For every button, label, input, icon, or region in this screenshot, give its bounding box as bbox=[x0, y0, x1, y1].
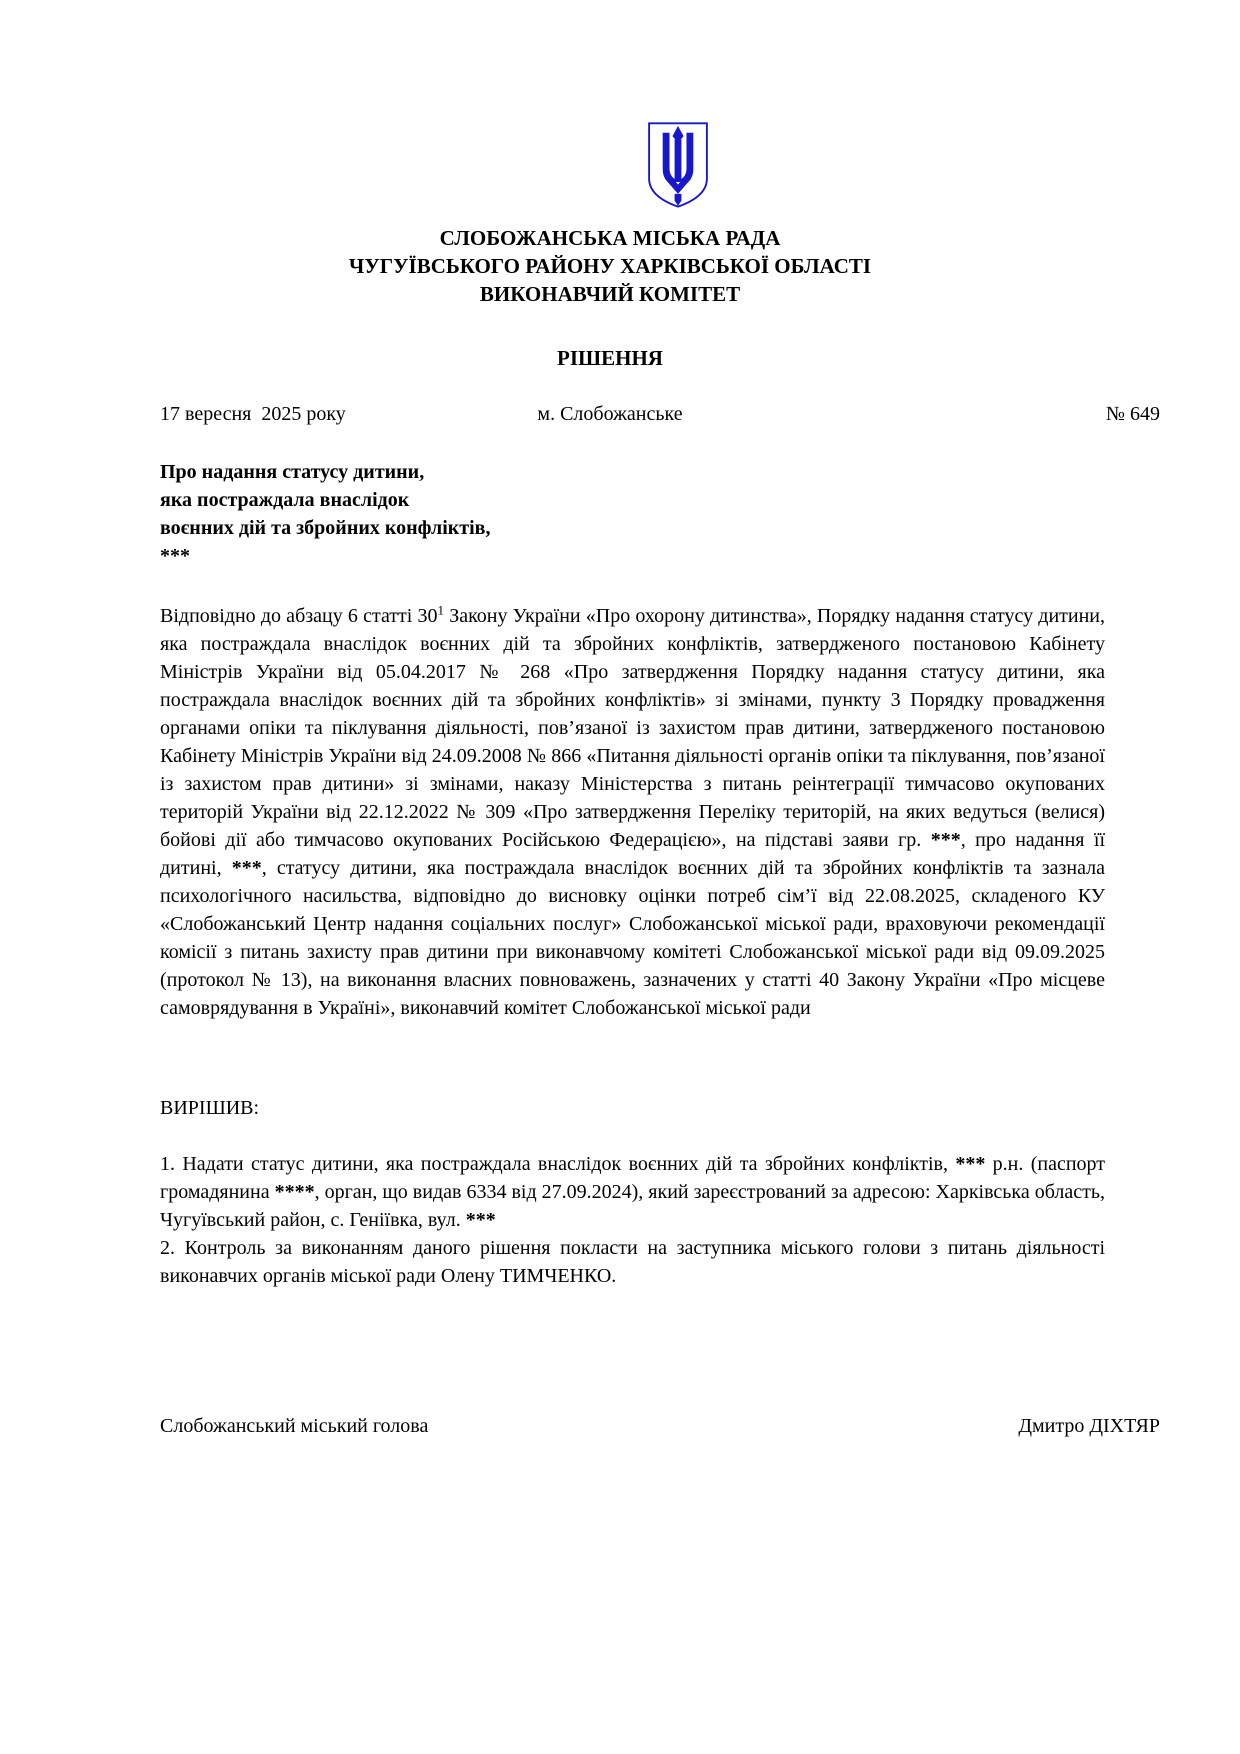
item1-text-3: , орган, що видав 6334 від 27.09.2024), який зареєстрований за адресою: Харківська область, Чугуївський район, с. Геніївка, вул. bbox=[160, 1181, 1105, 1231]
org-name-line1: СЛОБОЖАНСЬКА МІСЬКА РАДА bbox=[439, 226, 781, 250]
item1-redacted-2: **** bbox=[274, 1181, 315, 1203]
resolved-heading: ВИРІШИВ: bbox=[160, 1097, 260, 1119]
item1-redacted-1: *** bbox=[955, 1153, 986, 1175]
subject-redacted: *** bbox=[160, 545, 190, 567]
signature-row bbox=[160, 1412, 1160, 1440]
org-name-line3: ВИКОНАВЧИЙ КОМІТЕТ bbox=[479, 282, 741, 306]
subject-line2: яка постраждала внаслідок bbox=[160, 489, 410, 511]
decision-item-2: 2. Контроль за виконанням даного рішення покласти на заступника міського голови з питань діяльності виконавчих органів міської ради Олену ТИМЧЕНКО. bbox=[160, 1237, 1105, 1287]
item1-redacted-3: *** bbox=[465, 1209, 496, 1231]
document-place: м. Слобожанське bbox=[537, 403, 683, 425]
decision-items bbox=[160, 1150, 1160, 1290]
document-date: 17 вересня 2025 року bbox=[160, 403, 346, 425]
signatory-name: Дмитро ДІХТЯР bbox=[1018, 1415, 1160, 1437]
letterhead-emblem bbox=[160, 118, 1160, 214]
ukraine-trident-icon bbox=[644, 118, 712, 212]
statute-superscript: 1 bbox=[437, 602, 445, 618]
preamble-text-3: , про надання її дитині, bbox=[160, 829, 1105, 879]
meta-row bbox=[160, 400, 1160, 428]
redacted-child: *** bbox=[231, 857, 262, 879]
decision-item-1 bbox=[160, 1150, 1105, 1234]
redacted-applicant: *** bbox=[930, 829, 961, 851]
preamble-text-4: , статусу дитини, яка постраждала внаслідок воєнних дій та збройних конфліктів та зазнала психологічного насильства, відповідно до висновку оцінки потреб сім’ї від 22.08.2025, складеного КУ «Слобожанський Центр надання соціальних послуг» Слобожанської міської ради, враховуючи рекомендації комісії з питань захисту прав дитини при виконавчому комітеті Слобожанської міської ради від 09.09.2025 (протокол № 13), на виконання власних повноважень, зазначених у статті 40 Закону України «Про місцеве самоврядування в Україні», виконавчий комітет Слобожанської міської ради bbox=[160, 857, 1105, 1019]
preamble-text-2: Закону України «Про охорону дитинства», Порядку надання статусу дитини, яка постраждала внаслідок воєнних дій та збройних конфліктів, затвердженого постановою Кабінету Міністрів України від 05.04.2017 № 268 «Про затвердження Порядку надання статусу дитини, яка постраждала внаслідок воєнних дій та збройних конфліктів» зі змінами, пункту 3 Порядку провадження органами опіки та піклування діяльності, пов’язаної із захистом прав дитини, затвердженого постановою Кабінету Міністрів України від 24.09.2008 № 866 «Питання діяльності органів опіки та піклування, пов’язаної із захистом прав дитини» зі змінами, наказу Міністерства з питань реінтеграції тимчасово окупованих територій України від 22.12.2022 № 309 «Про затвердження Переліку територій, на яких ведуться (велися) бойові дії або тимчасово окупованих Російською Федерацією», на підставі заяви гр. bbox=[160, 605, 1105, 851]
subject-line1: Про надання статусу дитини, bbox=[160, 461, 425, 483]
subject-line3: воєнних дій та збройних конфліктів, bbox=[160, 517, 491, 539]
signatory-position: Слобожанський міський голова bbox=[160, 1415, 429, 1437]
subject-block bbox=[160, 458, 1160, 570]
preamble-text-1: Відповідно до абзацу 6 статті 30 bbox=[160, 605, 438, 627]
org-name-line2: ЧУГУЇВСЬКОГО РАЙОНУ ХАРКІВСЬКОЇ ОБЛАСТІ bbox=[348, 254, 872, 278]
letterhead-block bbox=[160, 224, 1060, 308]
item1-text-1: 1. Надати статус дитини, яка постраждала внаслідок воєнних дій та збройних конфліктів, bbox=[160, 1153, 956, 1175]
document-type-title: РІШЕННЯ bbox=[557, 346, 663, 370]
item1-text-2: р.н. (паспорт громадянина bbox=[160, 1153, 1106, 1203]
preamble-paragraph bbox=[160, 602, 1105, 1022]
document-number: № 649 bbox=[1105, 403, 1160, 425]
